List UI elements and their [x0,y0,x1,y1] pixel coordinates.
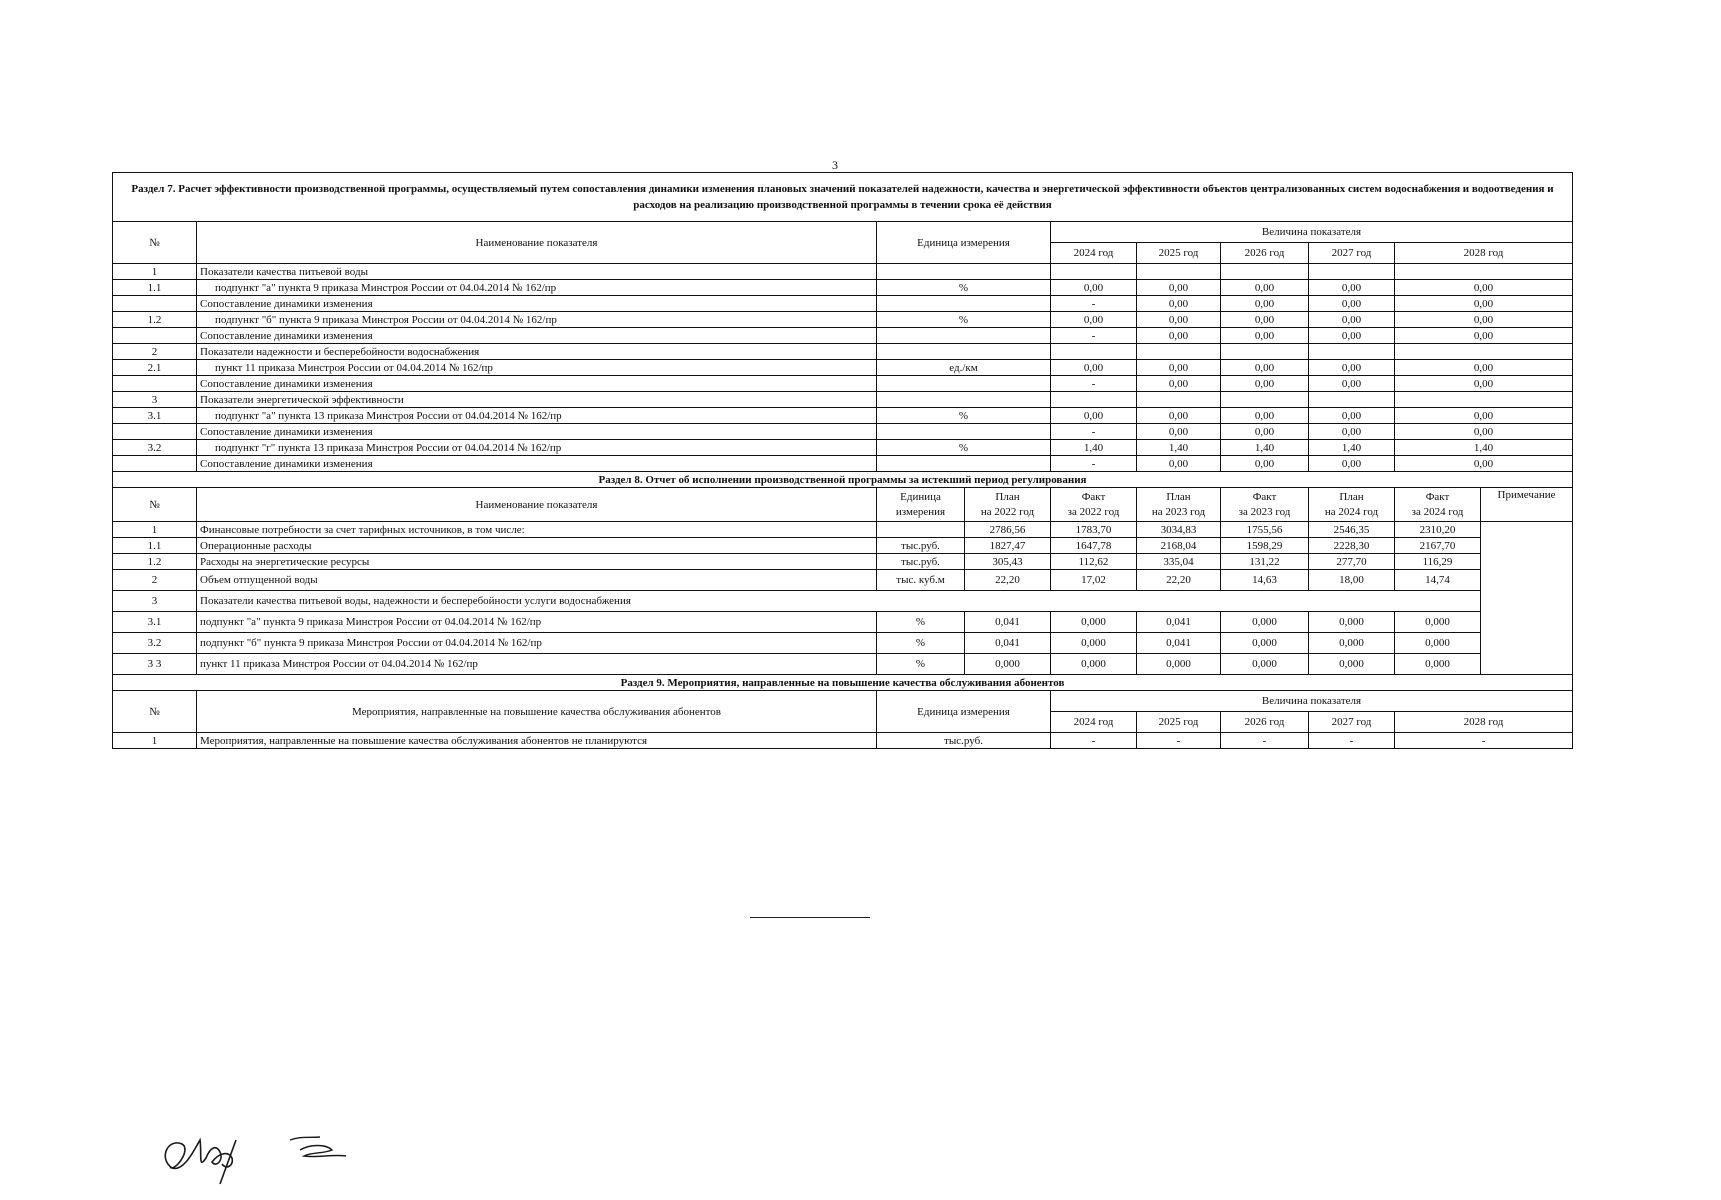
unit-header-line: измерения [895,505,946,518]
section7-row [113,408,1573,424]
value-cell: 0,00 [1221,328,1309,344]
value-cell: 17,02 [1051,570,1137,591]
unit-cell: тыс. куб.м [877,570,965,591]
value-cell: 1,40 [1395,440,1573,456]
value-cell: 0,00 [1051,360,1137,376]
value-cell: 1647,78 [1051,538,1137,554]
value-cell: 0,00 [1395,312,1573,328]
value-cell: 0,00 [1137,456,1221,472]
row-number: 3.2 [113,633,197,654]
row-number [113,328,197,344]
section7-header-value-group: Величина показателя [1051,222,1573,243]
value-cell: 0,041 [965,633,1051,654]
section9-year-header: 2026 год [1221,712,1309,733]
value-cell: 0,00 [1309,280,1395,296]
indicator-name: Сопоставление динамики изменения [197,376,877,392]
value-cell [1137,264,1221,280]
event-name: Мероприятия, направленные на повышение качества обслуживания абонентов не планируются [197,733,877,749]
value-cell: 0,00 [1395,360,1573,376]
value-cell: 0,00 [1051,312,1137,328]
value-cell: 0,00 [1137,280,1221,296]
section7-year-header: 2024 год [1051,243,1137,264]
unit-cell: % [877,654,965,675]
value-cell: 0,00 [1395,376,1573,392]
section7-row [113,296,1573,312]
section7-row [113,456,1573,472]
section8-title-row [113,472,1573,488]
section7-row [113,392,1573,408]
value-cell: 335,04 [1137,554,1221,570]
section7-row [113,344,1573,360]
period-header-line: на 2024 год [1324,505,1379,518]
row-number: 2 [113,570,197,591]
value-cell: 0,00 [1137,376,1221,392]
unit-cell: тыс.руб. [877,554,965,570]
section8-row [113,633,1573,654]
value-cell: 116,29 [1395,554,1481,570]
indicator-name: Показатели надежности и бесперебойности водоснабжения [197,344,877,360]
value-cell: 0,000 [1051,612,1137,633]
value-cell [1137,392,1221,408]
indicator-name: подпункт "б" пункта 9 приказа Минстроя России от 04.04.2014 № 162/пр [197,633,877,654]
page-number: 3 [832,158,838,172]
value-cell: 0,000 [1221,654,1309,675]
value-cell: 0,00 [1221,312,1309,328]
value-cell [1051,392,1137,408]
value-cell: 0,00 [1309,408,1395,424]
row-number: 1.1 [113,280,197,296]
value-cell: - [1051,456,1137,472]
value-cell: 0,000 [1309,612,1395,633]
value-cell: 0,00 [1221,360,1309,376]
section8-header-period [1309,488,1395,522]
unit-cell: тыс.руб. [877,733,1051,749]
unit-cell: % [877,280,1051,296]
value-cell: - [1051,424,1137,440]
separator-line [750,917,870,918]
value-cell: 1,40 [1051,440,1137,456]
section9-title: Раздел 9. Мероприятия, направленные на повышение качества обслуживания абонентов [113,675,1573,691]
section8-header-unit [877,488,965,522]
value-cell: 112,62 [1051,554,1137,570]
section8-header-row [113,488,1573,522]
value-cell: 277,70 [1309,554,1395,570]
value-cell: 0,00 [1137,424,1221,440]
section8-header-period [1221,488,1309,522]
section8-header-num: № [113,488,197,522]
section9-year-header: 2028 год [1395,712,1573,733]
row-number: 2 [113,344,197,360]
row-number: 3.1 [113,612,197,633]
section8-header-period [1137,488,1221,522]
value-cell: - [1309,733,1395,749]
section9-header-name: Мероприятия, направленные на повышение качества обслуживания абонентов [197,691,877,733]
value-cell [1309,344,1395,360]
row-number [113,376,197,392]
section9-header-unit: Единица измерения [877,691,1051,733]
unit-cell: % [877,612,965,633]
row-number: 1 [113,264,197,280]
value-cell: 0,000 [1309,633,1395,654]
section9-year-header: 2027 год [1309,712,1395,733]
value-cell: 0,00 [1309,424,1395,440]
value-cell: 0,00 [1137,312,1221,328]
value-cell: 0,00 [1051,280,1137,296]
section8-row [113,591,1573,612]
section7-row [113,280,1573,296]
value-cell: 14,63 [1221,570,1309,591]
value-cell: 0,00 [1309,296,1395,312]
section9-header-value-group: Величина показателя [1051,691,1573,712]
indicator-name: подпункт "г" пункта 13 приказа Минстроя России от 04.04.2014 № 162/пр [197,440,877,456]
value-cell: 0,00 [1309,376,1395,392]
value-cell: 0,00 [1395,296,1573,312]
period-header-line: за 2024 год [1411,505,1464,518]
section9-header-row-1 [113,691,1573,712]
value-cell: 0,000 [1395,633,1481,654]
value-cell: 18,00 [1309,570,1395,591]
value-cell: 0,00 [1309,456,1395,472]
value-cell: 0,000 [965,654,1051,675]
value-cell: - [1051,733,1137,749]
value-cell: 131,22 [1221,554,1309,570]
value-cell: - [1221,733,1309,749]
value-cell: 0,000 [1051,654,1137,675]
value-cell: 22,20 [1137,570,1221,591]
indicator-name: Операционные расходы [197,538,877,554]
row-number: 1 [113,733,197,749]
value-cell: 0,000 [1221,633,1309,654]
section8-row [113,570,1573,591]
value-cell: 0,00 [1221,456,1309,472]
row-number [113,296,197,312]
value-cell: 0,000 [1309,654,1395,675]
unit-cell: % [877,312,1051,328]
value-cell: 0,000 [1051,633,1137,654]
value-cell: 0,00 [1309,328,1395,344]
section9-header-num: № [113,691,197,733]
indicator-name: пункт 11 приказа Минстроя России от 04.04.2014 № 162/пр [197,654,877,675]
indicator-name: Сопоставление динамики изменения [197,296,877,312]
value-cell: - [1051,328,1137,344]
section9-row [113,733,1573,749]
period-header-line: на 2023 год [1151,505,1206,518]
section7-year-header: 2026 год [1221,243,1309,264]
value-cell: 0,00 [1221,280,1309,296]
section8-title: Раздел 8. Отчет об исполнении производственной программы за истекший период регулирования [113,472,1573,488]
note-cell [1481,522,1573,675]
report-table-body [113,173,1573,749]
unit-cell [877,376,1051,392]
period-header-line: План [995,490,1020,503]
section7-row [113,264,1573,280]
unit-cell: тыс.руб. [877,538,965,554]
value-cell: 0,000 [1395,654,1481,675]
value-cell: 0,00 [1221,376,1309,392]
value-cell: 0,000 [1221,612,1309,633]
value-cell: 0,00 [1221,424,1309,440]
indicator-name: Показатели качества питьевой воды, надежности и бесперебойности услуги водоснабжения [197,591,1481,612]
value-cell: 0,00 [1309,312,1395,328]
handwritten-signature [150,1110,410,1190]
value-cell: 1,40 [1309,440,1395,456]
period-header-line: План [1166,490,1191,503]
row-number: 3 [113,591,197,612]
period-header-line: План [1339,490,1364,503]
unit-cell [877,328,1051,344]
section9-year-header: 2024 год [1051,712,1137,733]
value-cell: 0,00 [1137,296,1221,312]
indicator-name: Сопоставление динамики изменения [197,456,877,472]
section8-header-period [965,488,1051,522]
row-number: 1 [113,522,197,538]
value-cell: - [1051,376,1137,392]
value-cell [1309,264,1395,280]
indicator-name: Сопоставление динамики изменения [197,328,877,344]
section8-header-name: Наименование показателя [197,488,877,522]
value-cell [1309,392,1395,408]
value-cell: 0,041 [1137,633,1221,654]
value-cell: 0,00 [1051,408,1137,424]
indicator-name: Объем отпущенной воды [197,570,877,591]
value-cell: 0,00 [1137,328,1221,344]
value-cell: 2228,30 [1309,538,1395,554]
value-cell: 0,00 [1395,328,1573,344]
value-cell [1395,264,1573,280]
value-cell [1221,344,1309,360]
indicator-name: подпункт "а" пункта 9 приказа Минстроя России от 04.04.2014 № 162/пр [197,612,877,633]
unit-cell [877,392,1051,408]
value-cell: 1755,56 [1221,522,1309,538]
period-header-line: Факт [1081,490,1106,503]
indicator-name: Расходы на энергетические ресурсы [197,554,877,570]
unit-cell [877,522,965,538]
row-number [113,456,197,472]
section7-header-name: Наименование показателя [197,222,877,264]
indicator-name: Финансовые потребности за счет тарифных источников, в том числе: [197,522,877,538]
unit-cell: % [877,633,965,654]
section9-title-row [113,675,1573,691]
report-table [112,172,1573,749]
value-cell: 1,40 [1137,440,1221,456]
unit-cell: % [877,440,1051,456]
value-cell: 1,40 [1221,440,1309,456]
value-cell: 0,000 [1137,654,1221,675]
section7-year-header: 2025 год [1137,243,1221,264]
row-number: 3 3 [113,654,197,675]
row-number: 3 [113,392,197,408]
unit-cell [877,344,1051,360]
value-cell: 1783,70 [1051,522,1137,538]
value-cell [1051,344,1137,360]
section7-row [113,376,1573,392]
value-cell: - [1137,733,1221,749]
period-header-line: на 2022 год [980,505,1035,518]
section7-title-row [113,173,1573,222]
unit-cell [877,264,1051,280]
indicator-name: подпункт "а" пункта 13 приказа Минстроя России от 04.04.2014 № 162/пр [197,408,877,424]
section7-row [113,328,1573,344]
row-number: 3.1 [113,408,197,424]
section8-header-period [1051,488,1137,522]
value-cell [1051,264,1137,280]
value-cell: 14,74 [1395,570,1481,591]
value-cell: 0,00 [1221,408,1309,424]
value-cell [1395,392,1573,408]
period-header-line: Факт [1425,490,1450,503]
section8-row [113,554,1573,570]
value-cell [1137,344,1221,360]
value-cell: 0,000 [1395,612,1481,633]
section7-header-unit: Единица измерения [877,222,1051,264]
value-cell: 0,00 [1137,360,1221,376]
value-cell: 0,041 [1137,612,1221,633]
unit-cell: % [877,408,1051,424]
row-number: 1.1 [113,538,197,554]
section8-row [113,654,1573,675]
row-number: 1.2 [113,554,197,570]
section8-header-note: Примечание [1481,488,1573,522]
unit-header-line: Единица [900,490,941,503]
section8-row [113,522,1573,538]
value-cell: 0,041 [965,612,1051,633]
value-cell: 1827,47 [965,538,1051,554]
section7-header-num: № [113,222,197,264]
section9-year-header: 2025 год [1137,712,1221,733]
value-cell: - [1395,733,1573,749]
period-header-line: за 2022 год [1067,505,1120,518]
value-cell [1221,392,1309,408]
section7-title: Раздел 7. Расчет эффективности производственной программы, осуществляемый путем сопоставления динамики изменения плановых значений показателей надежности, качества и энергетической эффективности объектов централизованных систем водоснабжения и водоотведения и расходов на реализацию производственной программы в течении срока её действия [113,173,1573,222]
indicator-name: подпункт "б" пункта 9 приказа Минстроя России от 04.04.2014 № 162/пр [197,312,877,328]
value-cell: 0,00 [1395,424,1573,440]
indicator-name: подпункт "а" пункта 9 приказа Минстроя России от 04.04.2014 № 162/пр [197,280,877,296]
row-number: 3.2 [113,440,197,456]
value-cell: 3034,83 [1137,522,1221,538]
value-cell: 0,00 [1395,408,1573,424]
value-cell: 2786,56 [965,522,1051,538]
value-cell: 0,00 [1395,280,1573,296]
indicator-name: Показатели энергетической эффективности [197,392,877,408]
value-cell: 305,43 [965,554,1051,570]
section7-row [113,440,1573,456]
value-cell: 0,00 [1137,408,1221,424]
value-cell [1221,264,1309,280]
period-header-line: Факт [1252,490,1277,503]
indicator-name: Показатели качества питьевой воды [197,264,877,280]
row-number [113,424,197,440]
indicator-name: пункт 11 приказа Минстроя России от 04.04.2014 № 162/пр [197,360,877,376]
unit-cell [877,424,1051,440]
value-cell: 0,00 [1221,296,1309,312]
section7-row [113,312,1573,328]
value-cell: 2546,35 [1309,522,1395,538]
section7-row [113,360,1573,376]
value-cell: 0,00 [1309,360,1395,376]
section7-year-header: 2027 год [1309,243,1395,264]
unit-cell [877,456,1051,472]
value-cell: 2168,04 [1137,538,1221,554]
unit-cell [877,296,1051,312]
row-number: 1.2 [113,312,197,328]
section8-row [113,612,1573,633]
value-cell: - [1051,296,1137,312]
value-cell: 0,00 [1395,456,1573,472]
unit-cell: ед./км [877,360,1051,376]
indicator-name: Сопоставление динамики изменения [197,424,877,440]
value-cell: 2167,70 [1395,538,1481,554]
section7-year-header: 2028 год [1395,243,1573,264]
report-table-wrapper [112,172,1572,749]
section7-header-row-1 [113,222,1573,243]
value-cell: 1598,29 [1221,538,1309,554]
section8-header-period [1395,488,1481,522]
value-cell [1395,344,1573,360]
value-cell: 2310,20 [1395,522,1481,538]
section7-row [113,424,1573,440]
row-number: 2.1 [113,360,197,376]
section8-row [113,538,1573,554]
value-cell: 22,20 [965,570,1051,591]
period-header-line: за 2023 год [1238,505,1291,518]
